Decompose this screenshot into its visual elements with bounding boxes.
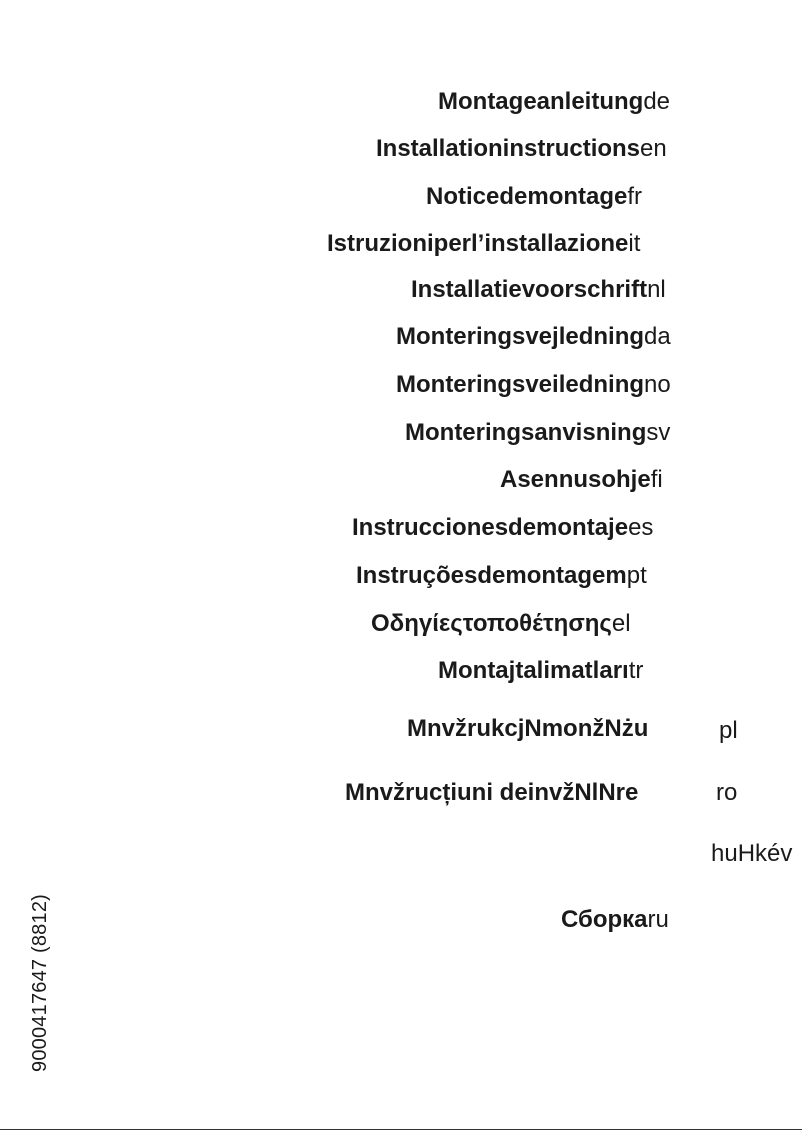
lang-entry-fr [426, 183, 642, 211]
lang-entry-da [396, 323, 671, 351]
lang-title: MnvžrukcjNmonžNżu [407, 715, 649, 742]
lang-code: fi [650, 466, 663, 493]
lang-code-pl: pl [719, 717, 738, 744]
lang-code: it [628, 230, 641, 257]
lang-title: Monteringsvejledning [396, 323, 645, 350]
lang-entry-tr [438, 657, 643, 685]
lang-entry-en [376, 135, 667, 163]
lang-title: Installatievoorschrift [411, 276, 648, 303]
lang-title: Instruçõesdemontagem [356, 562, 627, 589]
lang-code-ro: ro [716, 779, 738, 806]
lang-code-hu [711, 840, 792, 868]
lang-entry-pt [356, 562, 647, 590]
lang-title: Monteringsanvisning [405, 419, 647, 446]
lang-entry-fi [500, 466, 663, 494]
lang-entry-es [352, 514, 653, 542]
lang-code: el [611, 610, 631, 637]
bottom-divider [0, 1129, 802, 1130]
lang-entry-no [396, 371, 671, 399]
lang-title: Istruzioniperl’installazione [327, 230, 629, 257]
lang-code: es [628, 514, 654, 541]
lang-code: ru [647, 906, 669, 933]
lang-title: Asennusohje [500, 466, 651, 493]
lang-title: Οδηγίεςτοποθέτησης [371, 610, 612, 637]
lang-code: fr [627, 183, 643, 210]
part-number: 9000417647 (8812) [29, 894, 51, 1072]
lang-code: en [640, 135, 667, 162]
lang-code: nl [647, 276, 666, 303]
lang-entry-ru [561, 906, 669, 934]
lang-title: Instruccionesdemontaje [352, 514, 629, 541]
lang-code: no [644, 371, 671, 398]
lang-code: sv [646, 419, 671, 446]
lang-title: Montajtalimatları [438, 657, 629, 684]
lang-title: Installationinstructions [376, 135, 641, 162]
lang-title: Mnvžrucțiuni deinvžNlNre [345, 779, 639, 806]
lang-entry-sv [405, 419, 670, 447]
lang-code: tr [628, 657, 644, 684]
lang-code: pt [626, 562, 647, 589]
lang-title: Сборка [561, 906, 648, 933]
lang-title: Monteringsveiledning [396, 371, 645, 398]
lang-code: de [643, 88, 671, 115]
lang-entry-el [371, 610, 631, 638]
lang-entry-nl [411, 276, 666, 304]
lang-entry-pl [407, 715, 648, 743]
lang-title: Noticedemontage [426, 183, 628, 210]
lang-entry-de [438, 88, 670, 116]
lang-code: huHkév [711, 840, 793, 867]
lang-code: da [644, 323, 671, 350]
lang-entry-it [327, 230, 640, 258]
lang-entry-ro [345, 779, 638, 807]
lang-title: Montageanleitung [438, 88, 644, 115]
